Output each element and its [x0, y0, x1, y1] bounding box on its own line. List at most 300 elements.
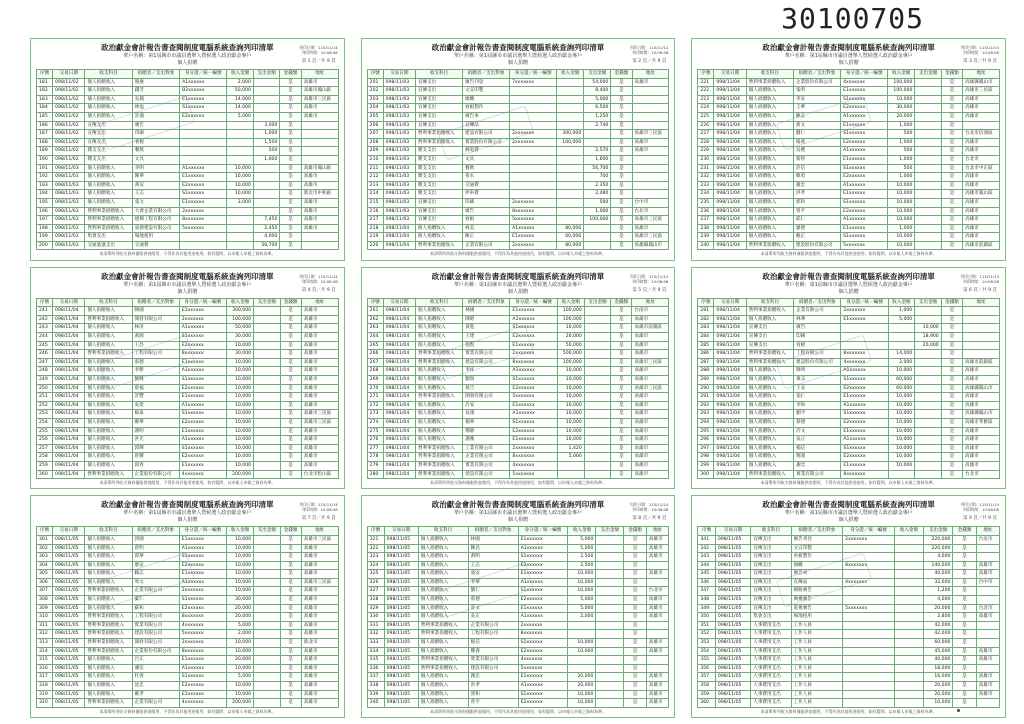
column-header: 身分證／統一編號	[179, 527, 226, 536]
table-cell: 謝忠	[468, 673, 518, 682]
table-cell: 10,000	[888, 427, 915, 436]
table-cell: 台北市信義區	[963, 130, 1000, 139]
table-cell: 10,000	[226, 410, 253, 419]
table-cell: 4,000	[923, 553, 953, 562]
table-cell: 10,000	[888, 410, 915, 419]
table-cell: 1,000	[888, 224, 915, 233]
column-header: 支出金額	[915, 70, 941, 79]
table-cell: 100,000	[226, 315, 253, 324]
table-cell: 098/11/04	[714, 241, 746, 250]
table-cell: 309	[37, 604, 53, 613]
table-cell: 341	[698, 535, 716, 544]
table-cell: 5xxxxxxx	[510, 470, 557, 479]
table-cell: 人事費用支出	[751, 647, 791, 656]
table-cell	[915, 138, 941, 147]
table-cell	[843, 613, 895, 622]
table-cell: 個人捐贈收入	[415, 401, 462, 410]
table-cell: 王志	[132, 190, 179, 199]
table-cell: 錢芳	[132, 87, 179, 96]
table-cell: 高雄市	[632, 401, 669, 410]
table-cell: 196	[37, 207, 53, 216]
table-cell: E1xxxxxx	[841, 393, 888, 402]
table-cell: 316	[37, 664, 53, 673]
table-cell: 雜支支出	[85, 147, 132, 156]
table-cell	[915, 350, 942, 359]
table-cell: 李和	[794, 401, 841, 410]
table-cell: 是	[611, 181, 632, 190]
table-cell: 是	[280, 350, 301, 359]
table-cell: 是	[280, 647, 301, 656]
print-meta	[630, 45, 668, 55]
table-cell: 個人捐贈收入	[85, 656, 132, 665]
table-cell: E2xxxxxx	[841, 104, 888, 113]
table-cell: 是	[280, 410, 301, 419]
ledger-sheet	[691, 38, 1006, 261]
table-cell: 是	[941, 444, 962, 453]
table-cell	[843, 553, 895, 562]
table-cell: 工作人員	[791, 699, 843, 708]
table-cell	[915, 418, 942, 427]
table-cell: 黃明	[468, 553, 518, 562]
table-row	[367, 87, 669, 96]
table-cell: 5,000	[226, 673, 253, 682]
table-cell: 人事費用支出	[751, 690, 791, 699]
table-row	[698, 613, 1000, 622]
column-header: 身分證／統一編號	[841, 70, 888, 79]
table-cell: 是	[953, 587, 976, 596]
sheet-section: 個人捐贈	[177, 60, 198, 66]
table-cell: 是	[953, 639, 976, 648]
sheet-subtitle: 華戶名稱：第1屆縣市市議員選舉人暨候選人政治獻金專戶	[123, 510, 252, 517]
table-row	[367, 367, 669, 376]
table-cell: 是	[280, 112, 301, 121]
table-cell	[894, 561, 923, 570]
table-cell: 098/11/04	[383, 350, 415, 359]
table-cell: 高雄市	[646, 553, 669, 562]
table-cell: 098/11/04	[714, 436, 746, 445]
table-row	[698, 138, 1000, 147]
table-cell: 宣傳支出	[751, 553, 791, 562]
table-cell: 8xxxxxxx	[843, 561, 895, 570]
table-cell: 高雄市	[632, 470, 669, 479]
table-cell: 10,000	[226, 690, 253, 699]
sheet-subtitle: 華戶名稱：第1屆縣市市議員選舉人暨候選人政治獻金專戶	[784, 510, 913, 517]
table-cell: 宣傳支出	[415, 78, 462, 87]
table-cell: 是	[280, 384, 301, 393]
table-cell: 10,000	[888, 418, 915, 427]
table-cell: E2xxxxxx	[518, 647, 568, 656]
table-cell	[976, 587, 999, 596]
table-cell: 人事費用支出	[751, 699, 791, 708]
table-cell	[843, 570, 895, 579]
table-cell: 是	[280, 164, 301, 173]
table-cell: E1xxxxxx	[510, 436, 557, 445]
table-cell: 高雄縣鳳山市	[963, 384, 1000, 393]
table-cell: 文具	[132, 155, 179, 164]
table-cell: 10,000	[226, 418, 253, 427]
table-cell: 個人捐贈收入	[85, 112, 132, 121]
table-cell	[227, 130, 254, 139]
table-cell: 20,000	[888, 112, 915, 121]
table-cell: 茶水	[463, 173, 510, 182]
table-cell: 4xxxxxxx	[841, 358, 888, 367]
table-cell	[976, 639, 999, 648]
header-row	[367, 527, 669, 536]
table-cell: 工作人員	[791, 630, 843, 639]
table-cell: E2xxxxxx	[180, 181, 227, 190]
table-cell: 宣傳支出	[751, 587, 791, 596]
table-cell	[888, 324, 915, 333]
table-row	[698, 544, 1000, 553]
table-cell: 是	[280, 427, 301, 436]
table-cell: 098/11/05	[715, 682, 750, 691]
table-cell: 宣傳支出	[415, 121, 462, 130]
table-cell: 294	[698, 418, 714, 427]
table-cell: 是	[624, 535, 646, 544]
header-row	[37, 527, 339, 536]
table-cell: 098/11/04	[714, 324, 746, 333]
table-row	[698, 333, 1000, 342]
table-cell: 205	[367, 112, 383, 121]
table-cell: 098/11/05	[715, 544, 750, 553]
table-row	[367, 384, 669, 393]
table-cell: 1,000	[584, 207, 611, 216]
print-time: 列印時間：10:08:08	[962, 50, 999, 55]
table-cell: 098/11/04	[714, 307, 746, 316]
table-cell: 269	[367, 376, 383, 385]
table-cell: 2,570	[584, 147, 611, 156]
table-cell: 個人捐贈收入	[746, 173, 793, 182]
table-cell: 098/11/03	[383, 164, 415, 173]
table-cell: 葉仁	[132, 596, 179, 605]
table-cell: 098/11/03	[383, 87, 415, 96]
table-cell: 楊信	[468, 639, 518, 648]
table-cell: 是	[280, 444, 301, 453]
table-cell: 183	[37, 95, 53, 104]
table-cell: 218	[367, 224, 383, 233]
table-cell: 098/11/04	[383, 393, 415, 402]
table-cell: 營利事業捐贈收入	[85, 647, 132, 656]
table-cell: 8,400	[584, 87, 611, 96]
table-cell: 高雄市	[963, 453, 1000, 462]
table-cell: E2xxxxxx	[841, 173, 888, 182]
table-cell: 300	[698, 470, 714, 479]
table-cell: 是	[280, 324, 301, 333]
table-cell: 10,000	[227, 173, 254, 182]
table-cell	[915, 104, 941, 113]
sheet-title: 政治獻金會計報告書查閱制度電腦系統查詢列印清單	[762, 500, 935, 510]
table-cell: S1xxxxxx	[179, 596, 226, 605]
table-cell: 10,000	[226, 561, 253, 570]
table-cell: 是	[280, 376, 301, 385]
table-cell: E1xxxxxx	[179, 427, 226, 436]
table-cell: 098/11/04	[383, 307, 415, 316]
table-cell: 358	[698, 682, 716, 691]
table-cell: 292	[698, 401, 714, 410]
table-cell: 360	[698, 699, 716, 708]
table-cell: 個人捐贈收入	[85, 367, 132, 376]
table-cell: 營利事業捐贈收入	[415, 350, 462, 359]
table-row	[367, 444, 669, 453]
table-cell: 253	[37, 410, 53, 419]
table-cell	[915, 87, 941, 96]
table-cell: 林美	[463, 224, 510, 233]
table-cell: 高雄市	[301, 621, 338, 630]
table-cell: 陳正	[463, 233, 510, 242]
sheet-title: 政治獻金會計報告書查閱制度電腦系統查詢列印清單	[101, 43, 274, 52]
table-cell: 個人捐贈收入	[746, 216, 793, 225]
table-row	[367, 112, 669, 121]
sheet-footnote: 本清單所列收支資料僅限供查閱用，不得作為其他用途使用，如有疑問，以申報人申報之資料為準。	[99, 708, 276, 714]
table-row	[367, 198, 669, 207]
table-cell: 個人捐贈收入	[746, 384, 793, 393]
table-cell	[584, 453, 610, 462]
table-cell: 實業有限公司	[463, 350, 510, 359]
column-header: 交易日期	[53, 298, 85, 307]
table-cell: S1xxxxxx	[841, 410, 888, 419]
table-row	[367, 630, 669, 639]
column-header: 身分證／統一編號	[518, 527, 568, 536]
table-cell: 郭和	[793, 198, 840, 207]
table-cell: 高雄市	[301, 630, 338, 639]
table-cell	[915, 112, 941, 121]
table-cell: 看板	[463, 216, 510, 225]
table-cell: 營利事業捐贈收入	[746, 358, 793, 367]
table-cell: 5xxxxxxx	[841, 241, 888, 250]
table-cell: 個人捐贈收入	[85, 104, 132, 113]
table-cell: 企業有限公司	[132, 699, 179, 708]
table-cell: 是	[953, 535, 976, 544]
table-cell	[510, 181, 557, 190]
column-header: 身分證／統一編號	[510, 298, 557, 307]
table-cell	[253, 190, 280, 199]
table-cell	[584, 341, 610, 350]
column-header: 序號	[367, 527, 384, 536]
column-header: 金錢類	[611, 298, 632, 307]
table-cell: 307	[37, 587, 53, 596]
table-cell: 1,250	[584, 112, 611, 121]
table-cell: 2xxxxxxx	[510, 444, 557, 453]
table-cell: 260	[37, 470, 53, 479]
table-row	[37, 470, 339, 479]
table-cell: 台北市	[963, 470, 1000, 479]
table-cell: 高雄市三民區	[301, 535, 338, 544]
table-cell: 098/11/05	[384, 553, 418, 562]
table-cell: 10,000	[888, 216, 915, 225]
table-cell: 2,450	[253, 224, 280, 233]
table-cell	[843, 664, 895, 673]
sheet-title: 政治獻金會計報告書查閱制度電腦系統查詢列印清單	[431, 271, 605, 281]
table-cell: 實業有限公司	[468, 656, 518, 665]
table-row	[698, 553, 1000, 562]
table-cell: 2,000	[568, 613, 596, 622]
table-cell: 個人捐贈收入	[746, 367, 793, 376]
table-cell: 50,000	[226, 324, 253, 333]
table-cell: 高雄市	[301, 367, 338, 376]
table-cell: 1,000	[888, 307, 915, 316]
table-row	[367, 690, 669, 699]
table-cell	[180, 233, 227, 242]
table-cell	[254, 384, 280, 393]
table-cell: 是	[280, 630, 301, 639]
table-cell: 是	[941, 333, 962, 342]
ledger-table	[697, 526, 1000, 707]
table-cell: E1xxxxxx	[841, 461, 888, 470]
table-cell: 高雄市	[963, 367, 1000, 376]
table-cell: 098/11/04	[714, 350, 746, 359]
table-cell: 曾耀	[132, 453, 179, 462]
table-cell: 建設股份有限公司	[793, 241, 840, 250]
table-cell: 是	[611, 461, 632, 470]
table-cell: 個人捐贈收入	[85, 453, 132, 462]
table-cell	[894, 535, 923, 544]
table-cell: 是	[953, 621, 976, 630]
table-cell: 是	[611, 224, 632, 233]
table-cell	[254, 341, 280, 350]
table-cell: 098/11/03	[383, 190, 415, 199]
table-row	[37, 181, 339, 190]
ledger-sheet	[361, 267, 676, 490]
table-cell: 330	[367, 613, 384, 622]
table-cell: 宣傳支出	[751, 570, 791, 579]
table-cell: 個人捐贈收入	[85, 436, 132, 445]
print-time: 列印時間：10:08:08	[962, 507, 999, 513]
table-cell: 322	[367, 544, 384, 553]
table-cell: 宣傳支出	[415, 216, 462, 225]
page-indicator: 第 4 頁／共 9 頁	[301, 287, 336, 293]
table-cell	[227, 147, 254, 156]
table-cell: 實業有限公司	[463, 461, 510, 470]
table-cell: 王昌	[132, 341, 179, 350]
table-cell: 10,000	[226, 401, 253, 410]
table-cell: 張文	[132, 198, 179, 207]
table-cell: 個人捐贈收入	[746, 224, 793, 233]
table-row	[37, 112, 339, 121]
table-row	[37, 561, 339, 570]
table-cell: 高雄市	[301, 324, 338, 333]
table-row	[698, 324, 1000, 333]
table-cell: 高雄市	[632, 436, 669, 445]
table-cell	[915, 470, 942, 479]
table-cell: 是	[624, 647, 646, 656]
table-cell	[894, 656, 923, 665]
table-row	[367, 647, 669, 656]
table-cell: 是	[280, 553, 301, 562]
table-row	[698, 112, 1000, 121]
table-cell	[584, 401, 610, 410]
table-cell: 是	[280, 315, 301, 324]
table-cell: 集會支出	[85, 233, 132, 242]
table-row	[698, 587, 1000, 596]
table-cell: 個人捐贈收入	[85, 333, 132, 342]
table-cell: 098/11/02	[53, 138, 85, 147]
table-cell: 看板製作	[463, 104, 510, 113]
table-cell: 8xxxxxxx	[841, 470, 888, 479]
table-cell	[557, 190, 584, 199]
table-cell: 是	[280, 181, 301, 190]
sheet-title: 政治獻金會計報告書查閱制度電腦系統查詢列印清單	[762, 43, 935, 52]
sheet-section: 個人捐贈	[838, 517, 859, 524]
table-cell: 個人捐贈收入	[418, 690, 468, 699]
table-cell: 洪孝	[468, 682, 518, 691]
table-row	[37, 656, 339, 665]
table-cell: 是	[611, 324, 632, 333]
table-cell: 是	[280, 130, 301, 139]
table-cell: 098/11/04	[53, 367, 85, 376]
table-row	[367, 561, 669, 570]
table-cell: 營利事業捐贈收入	[415, 453, 462, 462]
table-cell	[254, 613, 280, 622]
table-cell: 是	[624, 630, 646, 639]
table-cell: 高雄市	[963, 112, 1000, 121]
table-cell: 楊寧	[463, 418, 510, 427]
table-cell	[510, 95, 557, 104]
table-cell: 黃源	[132, 333, 179, 342]
table-cell: 1,000	[888, 121, 915, 130]
table-cell: 10,000	[888, 198, 915, 207]
table-cell: 賴正	[793, 233, 840, 242]
table-cell: 是	[941, 307, 962, 316]
table-cell: S1xxxxxx	[841, 444, 888, 453]
table-cell: 高雄市	[632, 393, 669, 402]
table-cell: 高雄市	[632, 138, 669, 147]
table-cell: 098/11/04	[383, 241, 415, 250]
table-cell	[596, 699, 624, 708]
table-cell: 是	[941, 384, 962, 393]
table-cell: 098/11/05	[53, 553, 85, 562]
table-cell: 098/11/04	[383, 401, 415, 410]
table-cell	[963, 341, 1000, 350]
table-row	[367, 596, 669, 605]
sheet-footnote: 本清單所列收支資料僅限供查閱用，不得作為其他用途使用，如有疑問，以申報人申報之資料為準。	[429, 251, 606, 257]
table-cell: 8xxxxxxx	[841, 350, 888, 359]
table-cell	[894, 664, 923, 673]
table-row	[37, 87, 339, 96]
table-cell: 32,000	[923, 578, 953, 587]
table-cell: 5,000	[584, 95, 611, 104]
table-cell: 100,000	[557, 307, 584, 316]
table-row	[698, 664, 1000, 673]
table-cell: 營利事業捐贈收入	[746, 78, 793, 87]
table-cell: 259	[37, 461, 53, 470]
table-cell: E1xxxxxx	[179, 393, 226, 402]
table-cell: 352	[698, 630, 716, 639]
table-cell: 是	[953, 630, 976, 639]
table-cell: 18,000	[923, 664, 953, 673]
table-cell: 高雄縣鳳山市	[963, 410, 1000, 419]
table-cell: 高雄市	[301, 664, 338, 673]
table-cell: 098/11/04	[714, 341, 746, 350]
table-cell: 1,000	[253, 155, 280, 164]
table-cell: 高雄市	[976, 613, 999, 622]
table-cell: 宣傳支出	[415, 198, 462, 207]
table-cell	[632, 173, 669, 182]
header-row	[367, 70, 669, 79]
table-cell: 個人捐贈收入	[85, 673, 132, 682]
table-cell: A1xxxxxx	[179, 436, 226, 445]
table-cell: 高雄市	[976, 690, 999, 699]
table-cell: E1xxxxxx	[180, 198, 227, 207]
table-cell: 高雄市	[301, 224, 338, 233]
table-cell: 10,000	[888, 461, 915, 470]
table-cell	[301, 241, 338, 250]
table-cell: 停車費	[463, 190, 510, 199]
table-row	[367, 130, 669, 139]
table-cell: 098/11/05	[715, 535, 750, 544]
table-cell: 雜支支出	[415, 181, 462, 190]
table-row	[698, 173, 1000, 182]
table-cell: 098/11/05	[384, 639, 418, 648]
